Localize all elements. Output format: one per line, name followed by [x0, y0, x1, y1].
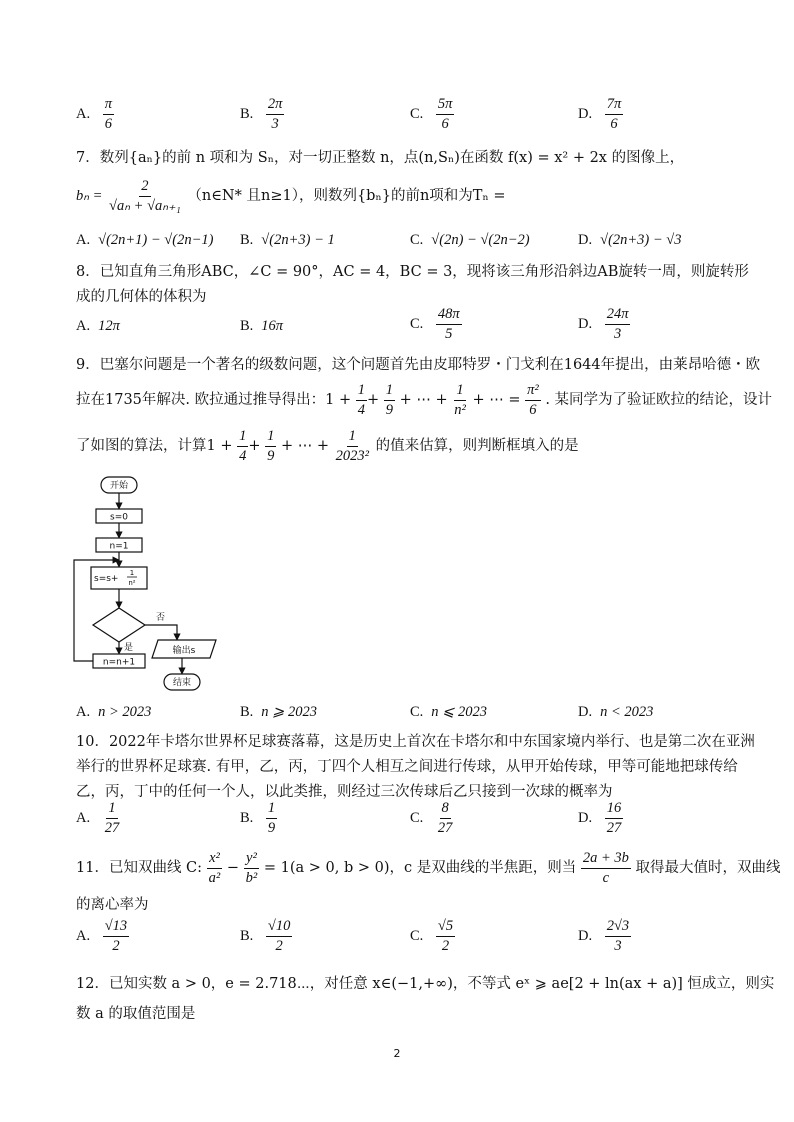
q11-stem-line1: 11．已知双曲线 C: $\frac{\text{x²}}{\text{a²}}$ − $\frac{\text{y²}}{\text{b²}}$ = 1(a > 0, b > 0)，c 是双曲线的半焦距，则当 $\frac{2a + 3b}{c}$ 取得最大值时，双曲线	[76, 850, 781, 886]
q9-frac-ninth: $\frac{1}{9}$	[385, 382, 393, 418]
q9-option-b[interactable]: B. n ⩾ 2023	[240, 704, 317, 720]
flowchart	[60, 472, 240, 702]
q11-frac-x2a2: $\frac{\text{x²}}{\text{a²}}$	[208, 850, 221, 886]
q7-option-b[interactable]: B. √(2n+3) − 1	[240, 232, 335, 248]
q7-option-a[interactable]: A. √(2n+1) − √(2n−1)	[76, 232, 214, 248]
q11-option-b[interactable]: B. $\frac{√10}{2}$	[240, 918, 291, 954]
flowchart-update-den: n²	[128, 579, 136, 587]
q6-option-a[interactable]: A. $\frac{\pi}{6}$	[76, 96, 112, 132]
q6-option-b[interactable]: B. $\frac{2\pi}{3}$	[240, 96, 283, 132]
flowchart-start-label: 开始	[109, 481, 129, 491]
q9-frac-2023: $\frac{1}{\text{2023²}}$	[335, 428, 369, 464]
q12-stem-line2: 数 a 的取值范围是	[76, 1006, 196, 1022]
q6-option-c[interactable]: C. $\frac{5\pi}{6}$	[410, 96, 453, 132]
flowchart-update-label: s=s+	[94, 574, 119, 584]
q10-stem-line2: 举行的世界杯足球赛. 有甲，乙，丙，丁四个人相互之间进行传球，从甲开始传球，甲等可能地把球传给	[76, 759, 738, 775]
q11-stem-line2: 的离心率为	[76, 897, 149, 913]
q9-stem-line3: 了如图的算法，计算1 + $\frac{1}{4}$ + $\frac{1}{9}$ + ⋯ + $\frac{1}{\text{2023²}}$ 的值来估算，则判断框填入的是	[76, 428, 579, 464]
q11-frac-y2b2: $\frac{\text{y²}}{\text{b²}}$	[245, 850, 258, 886]
q8-option-b[interactable]: B. 16π	[240, 318, 284, 334]
q8-c-fraction: $\frac{48\pi}{5}$	[437, 306, 460, 342]
q10-stem-line1: 10．2022年卡塔尔世界杯足球赛落幕，这是历史上首次在卡塔尔和中东国家境内举行、也是第二次在亚洲	[76, 734, 755, 750]
q8-option-d[interactable]: D. $\frac{24\pi}{3}$	[578, 306, 629, 342]
page-number: 2	[393, 1047, 401, 1060]
q11-option-a[interactable]: A. $\frac{√13}{2}$	[76, 918, 128, 954]
q10-stem-line3: 乙，丙，丁中的任何一个人，以此类推，则经过三次传球后乙只接到一次球的概率为	[76, 784, 613, 800]
flowchart-yes-label: 是	[124, 643, 134, 653]
q7-stem-line1: 7．数列{aₙ}的前 n 项和为 Sₙ，对一切正整数 n，点(n,Sₙ)在函数 f(x) = x² + 2x 的图像上，	[76, 150, 685, 166]
q10-option-a[interactable]: A. $\frac{1}{27}$	[76, 800, 120, 836]
flowchart-decision-node	[93, 608, 145, 642]
q11-option-c[interactable]: C. $\frac{√5}{2}$	[410, 918, 454, 954]
q9-frac-quarter: $\frac{1}{4}$	[357, 382, 365, 418]
q8-stem-line1: 8．已知直角三角形ABC，∠C = 90°，AC = 4，BC = 3，现将该三角形沿斜边AB旋转一周，则旋转形	[76, 264, 749, 280]
q12-stem-line1: 12．已知实数 a > 0，e = 2.718⋯，对任意 x∈(−1,+∞)，不等式 eˣ ⩾ ae[2 + ln(ax + a)] 恒成立，则实	[76, 976, 775, 992]
q8-d-fraction: $\frac{24\pi}{3}$	[606, 306, 629, 342]
q9-stem-line2: 拉在1735年解决. 欧拉通过推导得出：1 + $\frac{1}{4}$ + $\frac{1}{9}$ + ⋯ + $\frac{1}{\text{n²}}$ + ⋯ = $\frac{\text{π²}}{6}$ . 某同学为了验证欧拉的结论，设计	[76, 382, 773, 418]
flowchart-update-num: 1	[129, 569, 135, 577]
q9-stem-line1: 9．巴塞尔问题是一个著名的级数问题，这个问题首先由皮耶特罗・门戈利在1644年提出，由莱昂哈德・欧	[76, 357, 761, 373]
q9-option-d[interactable]: D. n < 2023	[578, 704, 654, 720]
q10-option-d[interactable]: D. $\frac{16}{27}$	[578, 800, 622, 836]
q6-a-fraction: $\frac{\pi}{6}$	[104, 96, 112, 132]
q6-b-fraction: $\frac{2\pi}{3}$	[267, 96, 283, 132]
q11-frac-ratio: $\frac{2a + 3b}{c}$	[582, 850, 629, 886]
flowchart-output-label: 输出s	[172, 646, 196, 656]
q6-d-fraction: $\frac{7\pi}{6}$	[606, 96, 622, 132]
q9-option-a[interactable]: A. n > 2023	[76, 704, 152, 720]
flowchart-no-label: 否	[156, 613, 166, 623]
q8-stem-line2: 成的几何体的体积为	[76, 289, 207, 305]
flowchart-n1-label: n=1	[109, 541, 129, 552]
q10-option-c[interactable]: C. $\frac{8}{27}$	[410, 800, 453, 836]
q7-option-c[interactable]: C. √(2n) − √(2n−2)	[410, 232, 530, 248]
q8-option-c[interactable]: C. $\frac{48\pi}{5}$	[410, 306, 460, 342]
q9-option-c[interactable]: C. n ⩽ 2023	[410, 704, 487, 720]
q9-frac-ninth-2: $\frac{1}{9}$	[267, 428, 275, 464]
flowchart-end-label: 结束	[172, 678, 192, 688]
q10-option-b[interactable]: B. $\frac{1}{9}$	[240, 800, 276, 836]
q9-frac-n2: $\frac{1}{\text{n²}}$	[454, 382, 466, 418]
q7-stem-line2: bₙ = $\frac{2}{\text{√aₙ + √aₙ₊₁}}$ （n∈N* 且n≥1），则数列{bₙ}的前n项和为Tₙ =	[76, 178, 506, 214]
flowchart-s0-label: s=0	[110, 512, 128, 523]
q6-option-d[interactable]: D. $\frac{7\pi}{6}$	[578, 96, 622, 132]
q8-option-a[interactable]: A. 12π	[76, 318, 120, 334]
q11-option-d[interactable]: D. $\frac{2√3}{3}$	[578, 918, 630, 954]
q9-frac-quarter-2: $\frac{1}{4}$	[239, 428, 247, 464]
q6-c-fraction: $\frac{5\pi}{6}$	[437, 96, 453, 132]
flowchart-inc-label: n=n+1	[102, 657, 136, 668]
q7-bn-fraction: $\frac{2}{\text{√aₙ + √aₙ₊₁}}$	[109, 178, 181, 214]
q9-frac-pi2-6: $\frac{\text{π²}}{6}$	[527, 382, 539, 418]
q7-option-d[interactable]: D. √(2n+3) − √3	[578, 232, 682, 248]
